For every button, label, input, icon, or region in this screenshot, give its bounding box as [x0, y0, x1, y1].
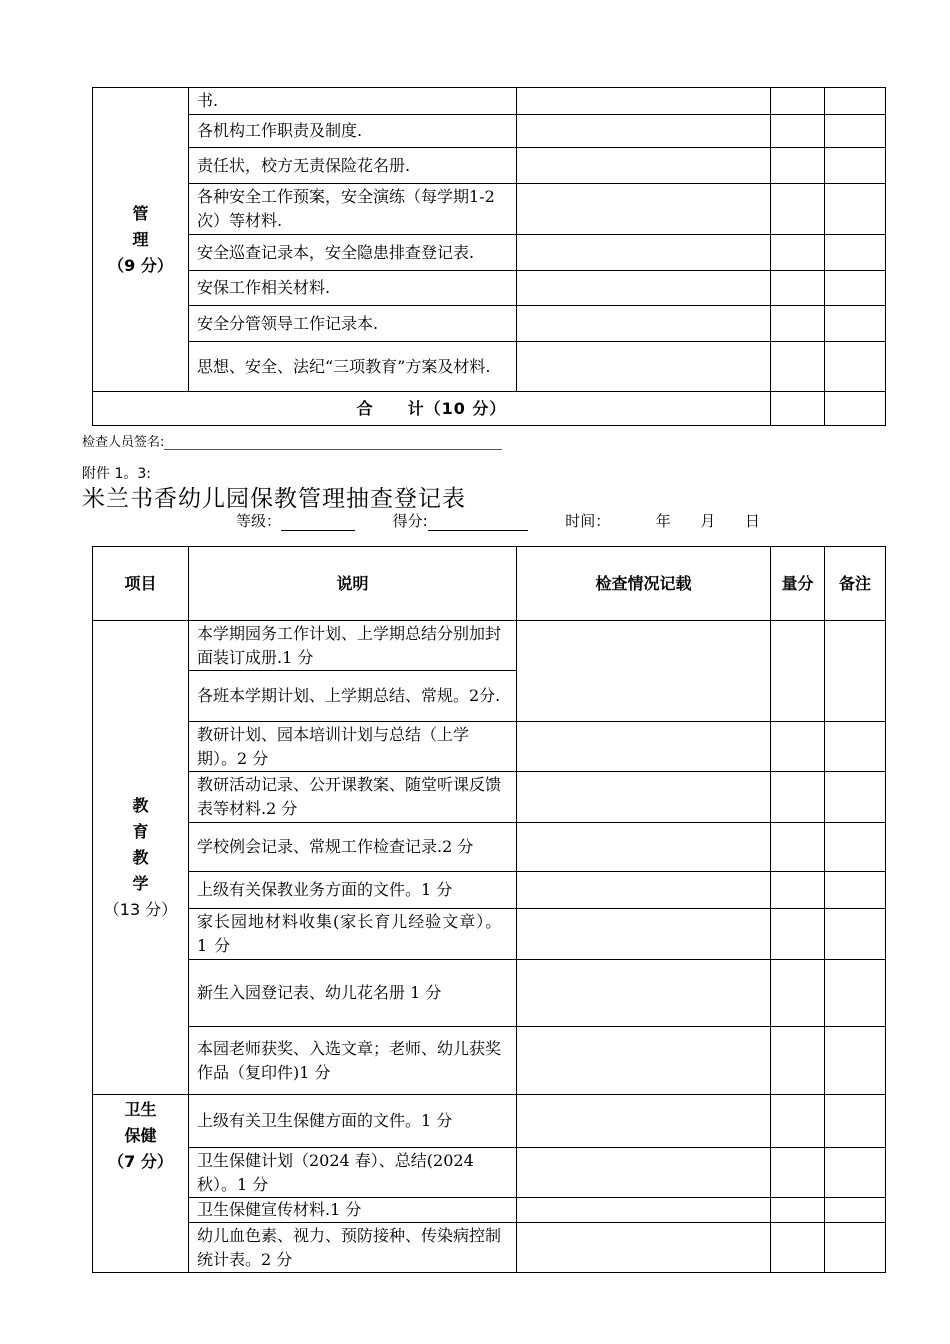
record-cell[interactable]: [517, 1027, 771, 1095]
day-label: 日: [744, 512, 760, 530]
grade-label: 等级：: [236, 512, 282, 530]
score-cell[interactable]: [771, 342, 825, 392]
management-category-cell: [93, 88, 189, 392]
remark-cell[interactable]: [825, 772, 886, 823]
header-item: 项目: [93, 547, 189, 621]
item-description: 安全分管领导工作记录本.: [189, 306, 517, 342]
score-cell[interactable]: [771, 1095, 825, 1148]
score-cell[interactable]: [771, 148, 825, 184]
item-description: 责任状，校方无责保险花名册.: [189, 148, 517, 184]
item-description: 新生入园登记表、幼儿花名册 1 分: [189, 960, 517, 1027]
item-description: 各种安全工作预案，安全演练（每学期1-2 次）等材料.: [189, 184, 517, 235]
total-label: 合 计（10 分）: [93, 392, 771, 426]
signature-line: [82, 431, 502, 450]
score-field[interactable]: [428, 516, 528, 531]
item-description: 各机构工作职责及制度.: [189, 115, 517, 148]
item-description: 书.: [189, 88, 517, 115]
header-score: 量分: [771, 547, 825, 621]
record-cell[interactable]: [517, 909, 771, 960]
record-cell[interactable]: [517, 271, 771, 306]
score-cell[interactable]: [771, 1223, 825, 1273]
score-cell[interactable]: [771, 772, 825, 823]
record-cell[interactable]: [517, 960, 771, 1027]
category-score: （9 分）: [108, 255, 173, 275]
score-cell[interactable]: [771, 909, 825, 960]
item-description: 家长园地材料收集(家长育儿经验文章）。1 分: [189, 909, 517, 960]
remark-cell[interactable]: [825, 823, 886, 872]
main-table: [92, 546, 886, 1273]
score-cell[interactable]: [771, 115, 825, 148]
remark-cell[interactable]: [825, 235, 886, 271]
record-cell[interactable]: [517, 1148, 771, 1198]
header-description: 说明: [189, 547, 517, 621]
record-cell[interactable]: [517, 184, 771, 235]
remark-cell[interactable]: [825, 1095, 886, 1148]
score-cell[interactable]: [771, 235, 825, 271]
score-cell[interactable]: [771, 722, 825, 772]
score-cell[interactable]: [771, 621, 825, 722]
header-remark: 备注: [825, 547, 886, 621]
signature-field[interactable]: [164, 437, 502, 450]
remark-cell[interactable]: [825, 1027, 886, 1095]
record-cell[interactable]: [517, 1095, 771, 1148]
item-description: 安保工作相关材料.: [189, 271, 517, 306]
record-cell[interactable]: [517, 872, 771, 909]
page-title: 米兰书香幼儿园保教管理抽查登记表: [82, 486, 466, 512]
item-description: 教研活动记录、公开课教案、随堂听课反馈表等材料.2 分: [189, 772, 517, 823]
remark-cell[interactable]: [825, 960, 886, 1027]
record-cell[interactable]: [517, 115, 771, 148]
remark-cell[interactable]: [825, 342, 886, 392]
score-cell[interactable]: [771, 1027, 825, 1095]
header-record: 检查情况记载: [517, 547, 771, 621]
month-label: 月: [700, 512, 716, 530]
total-remark-cell[interactable]: [825, 392, 886, 426]
attachment-label: 附件 1。3:: [82, 466, 151, 482]
category-char: 理: [132, 229, 149, 249]
item-description: 学校例会记录、常规工作检查记录.2 分: [189, 823, 517, 872]
score-cell[interactable]: [771, 184, 825, 235]
education-category-cell: [93, 621, 189, 1095]
category-score: （7 分）: [108, 1152, 173, 1171]
remark-cell[interactable]: [825, 271, 886, 306]
grade-field[interactable]: [281, 516, 355, 531]
record-cell[interactable]: [517, 722, 771, 772]
item-description: 各班本学期计划、上学期总结、常规。2分.: [189, 671, 517, 722]
remark-cell[interactable]: [825, 148, 886, 184]
item-description: 上级有关卫生保健方面的文件。1 分: [189, 1095, 517, 1148]
score-cell[interactable]: [771, 960, 825, 1027]
remark-cell[interactable]: [825, 621, 886, 722]
remark-cell[interactable]: [825, 115, 886, 148]
remark-cell[interactable]: [825, 1198, 886, 1223]
meta-line: [236, 510, 760, 531]
item-description: 卫生保健宣传材料.1 分: [189, 1198, 517, 1223]
total-score-cell[interactable]: [771, 392, 825, 426]
item-description: 卫生保健计划（2024 春）、总结(2024秋）。1 分: [189, 1148, 517, 1198]
record-cell[interactable]: [517, 235, 771, 271]
score-cell[interactable]: [771, 1148, 825, 1198]
category-char: 卫生: [124, 1100, 157, 1119]
remark-cell[interactable]: [825, 872, 886, 909]
score-cell[interactable]: [771, 271, 825, 306]
remark-cell[interactable]: [825, 909, 886, 960]
category-char: 学: [132, 873, 149, 893]
record-cell[interactable]: [517, 148, 771, 184]
record-cell[interactable]: [517, 1223, 771, 1273]
remark-cell[interactable]: [825, 88, 886, 115]
score-cell[interactable]: [771, 1198, 825, 1223]
record-cell[interactable]: [517, 823, 771, 872]
top-table: [92, 87, 886, 426]
category-char: 教: [132, 795, 149, 815]
health-category-cell: [93, 1095, 189, 1273]
remark-cell[interactable]: [825, 722, 886, 772]
record-cell[interactable]: [517, 88, 771, 115]
item-description: 安全巡查记录本，安全隐患排查登记表.: [189, 235, 517, 271]
item-description: 本学期园务工作计划、上学期总结分别加封面装订成册.1 分: [189, 621, 517, 671]
item-description: 幼儿血色素、视力、预防接种、传染病控制统计表。2 分: [189, 1223, 517, 1273]
item-description: 本园老师获奖、入选文章；老师、幼儿获奖作品（复印件)1 分: [189, 1027, 517, 1095]
time-label: 时间：: [565, 512, 611, 530]
remark-cell[interactable]: [825, 1223, 886, 1273]
category-char: 保健: [124, 1126, 157, 1145]
record-cell[interactable]: [517, 621, 771, 722]
signature-label: 检查人员签名:: [82, 435, 165, 450]
item-description: 上级有关保教业务方面的文件。1 分: [189, 872, 517, 909]
category-char: 育: [132, 821, 149, 841]
item-description: 教研计划、园本培训计划与总结（上学期）。2 分: [189, 722, 517, 772]
record-cell[interactable]: [517, 306, 771, 342]
score-cell[interactable]: [771, 823, 825, 872]
remark-cell[interactable]: [825, 184, 886, 235]
score-cell[interactable]: [771, 306, 825, 342]
record-cell[interactable]: [517, 342, 771, 392]
score-label: 得分:: [392, 512, 428, 530]
category-char: 教: [132, 847, 149, 867]
year-label: 年: [655, 512, 671, 530]
category-score: （13 分）: [103, 899, 178, 919]
category-char: 管: [132, 203, 149, 223]
remark-cell[interactable]: [825, 306, 886, 342]
record-cell[interactable]: [517, 1198, 771, 1223]
score-cell[interactable]: [771, 88, 825, 115]
score-cell[interactable]: [771, 872, 825, 909]
remark-cell[interactable]: [825, 1148, 886, 1198]
record-cell[interactable]: [517, 772, 771, 823]
item-description: 思想、安全、法纪“三项教育”方案及材料.: [189, 342, 517, 392]
